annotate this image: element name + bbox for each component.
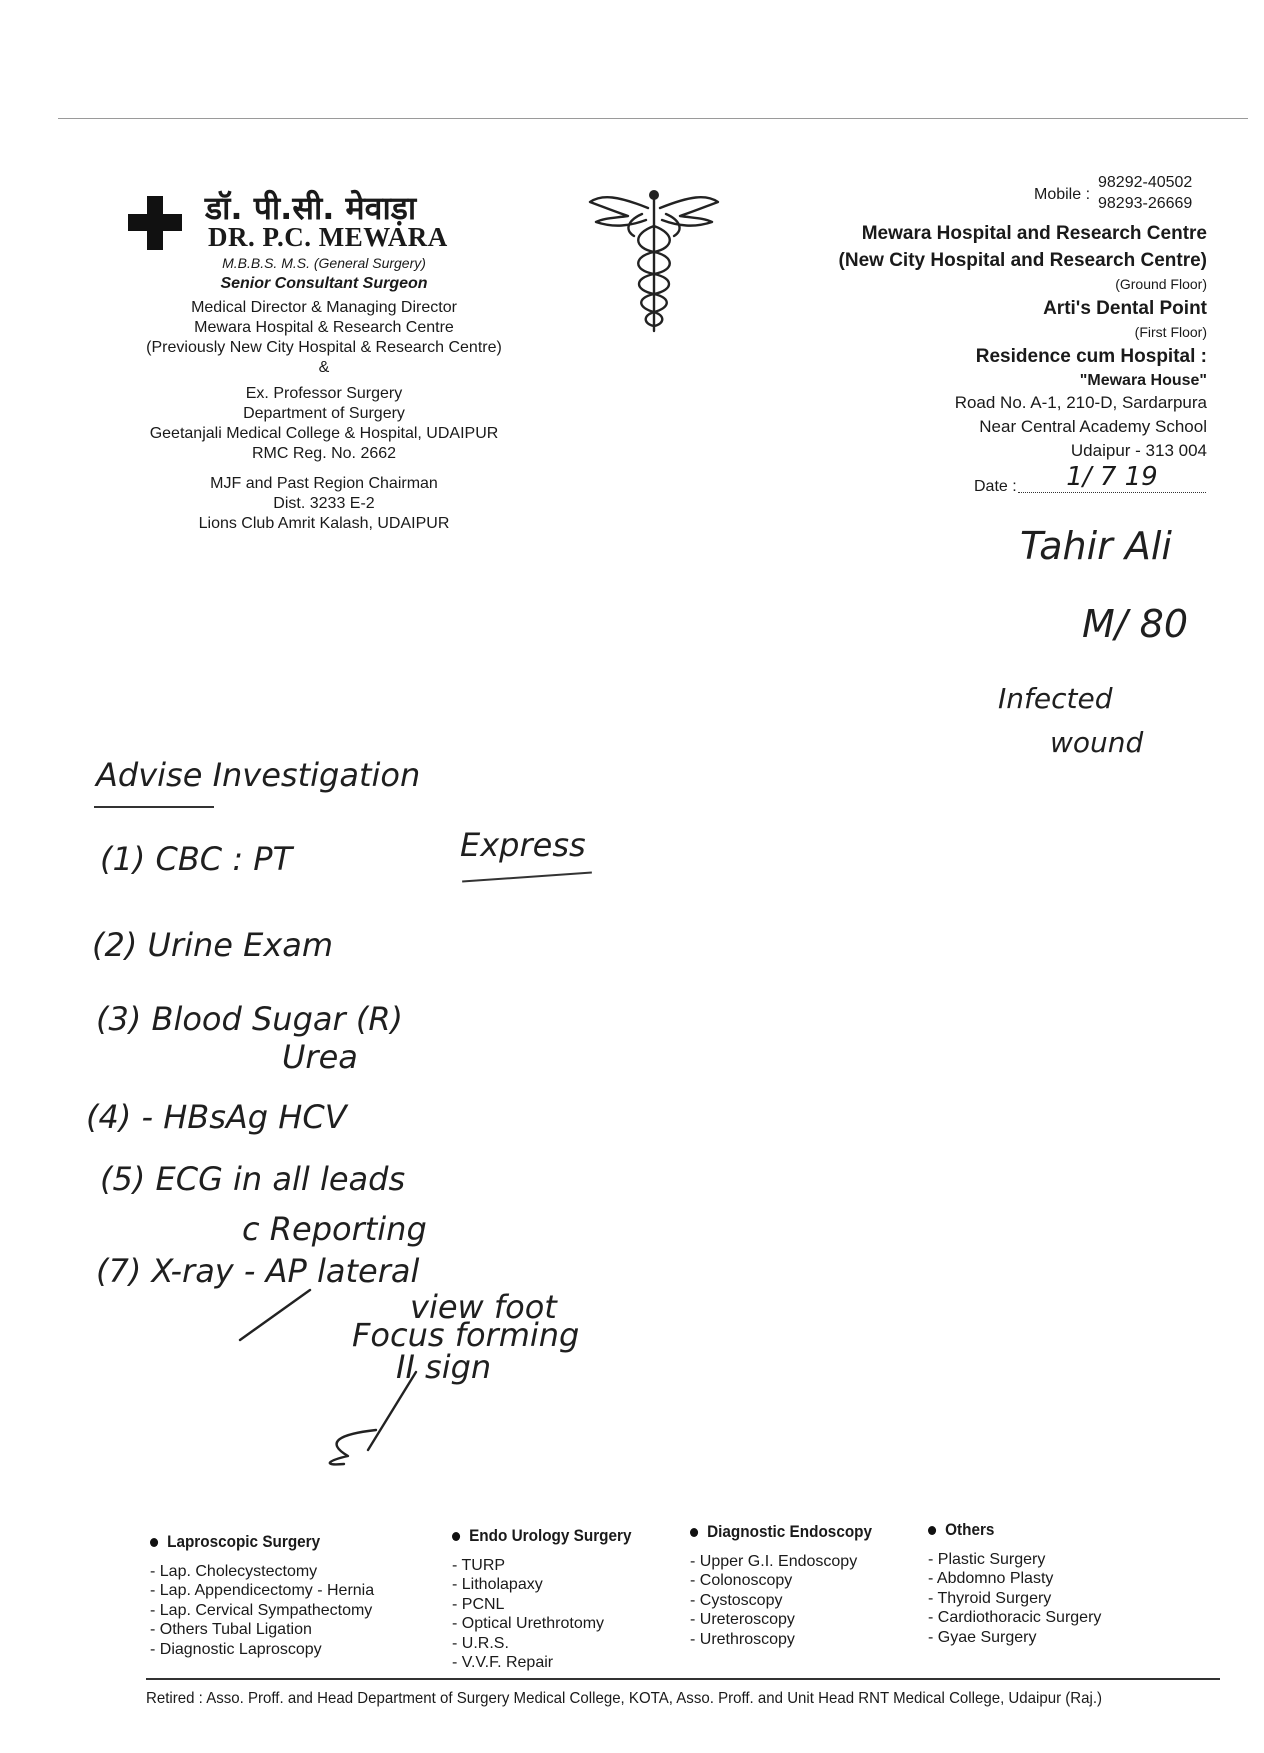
test-item: Focus forming [352, 1316, 580, 1354]
footer-item: - Litholapaxy [452, 1576, 543, 1593]
doctor-name: DR. P.C. MEWARA [208, 222, 448, 252]
footer-item: - TURP [452, 1556, 506, 1574]
footer-item: - V.V.F. Repair [452, 1654, 554, 1671]
footer-item: - U.R.S. [452, 1634, 509, 1652]
footer-item: - Abdomno Plasty [928, 1570, 1054, 1587]
bullet-icon [452, 1532, 460, 1541]
bullet-icon [690, 1528, 698, 1537]
director-line: Mewara Hospital & Research Centre [194, 319, 454, 336]
professor-line: RMC Reg. No. 2662 [251, 445, 397, 462]
lions-block [94, 474, 554, 534]
professor-line: Department of Surgery [243, 405, 405, 422]
footer-col-others [928, 1520, 1101, 1647]
patient-age-sex: M/ 80 [1082, 602, 1189, 646]
footer-item: - Plastic Surgery [928, 1550, 1046, 1568]
footer-item: - Optical Urethrotomy [452, 1615, 605, 1632]
professor-block [94, 384, 554, 464]
hospital-previous-name: (New City Hospital and Research Centre) [838, 250, 1207, 271]
ward-note: Infected [998, 682, 1113, 715]
address-line: Road No. A-1, 210-D, Sardarpura [954, 393, 1207, 412]
heading-underline [94, 806, 214, 808]
ward-note: wound [1050, 726, 1144, 759]
mobile-label: Mobile : [1034, 186, 1091, 203]
first-floor: (First Floor) [1134, 324, 1207, 340]
footer-col-diagnostic-endoscopy [690, 1522, 892, 1649]
footer-item: - Lap. Cholecystectomy [150, 1562, 318, 1580]
footer-item: - Others Tubal Ligation [150, 1621, 312, 1638]
footer-heading [690, 1522, 872, 1542]
footer-item: - Gyae Surgery [928, 1628, 1037, 1646]
test-item: II sign [396, 1348, 492, 1386]
footer-item: - Upper G.I. Endoscopy [690, 1552, 858, 1570]
professor-line: Ex. Professor Surgery [245, 385, 403, 402]
footer-heading-label: Endo Urology Surgery [469, 1526, 632, 1545]
professor-line: Geetanjali Medical College & Hospital, UDAIPUR [149, 425, 499, 442]
express-note: Express [460, 826, 586, 864]
address-line: Udaipur - 313 004 [1070, 441, 1207, 460]
footer-heading-label: Laproscopic Surgery [167, 1532, 321, 1551]
date-value: 1/ 7 19 [1018, 462, 1206, 493]
test-item: (7) X-ray - AP lateral [96, 1252, 420, 1290]
hospital-address-block [839, 220, 1207, 463]
mobile-numbers [1098, 172, 1192, 214]
residence-label: Residence cum Hospital : [975, 346, 1207, 367]
lions-line: Lions Club Amrit Kalash, UDAIPUR [198, 515, 450, 532]
test-item: c Reporting [242, 1210, 427, 1248]
director-block [94, 298, 554, 378]
residence-name: "Mewara House" [1079, 372, 1207, 389]
footer-item: - Diagnostic Laproscopy [150, 1640, 322, 1658]
retired-line: Retired : Asso. Proff. and Head Department of Surgery Medical College, KOTA, Asso. Proff. and Unit Head RNT Medical College, Udaipur (Raj.) [146, 1690, 1103, 1707]
dental-name: Arti's Dental Point [1043, 298, 1207, 319]
mobile-number: 98293-26669 [1098, 195, 1193, 212]
footer-item: - Colonoscopy [690, 1572, 793, 1589]
test-item: (4) - HBsAg HCV [86, 1098, 347, 1136]
ground-floor: (Ground Floor) [1115, 276, 1207, 292]
director-line: & [318, 359, 330, 376]
doctor-name-hindi: डॉ. पी.सी. मेवाड़ा [205, 189, 417, 227]
footer-item: - Thyroid Surgery [928, 1589, 1052, 1607]
director-line: Medical Director & Managing Director [191, 299, 457, 316]
doctor-title: Senior Consultant Surgeon [220, 275, 428, 292]
footer-item: - Cardiothoracic Surgery [928, 1609, 1102, 1626]
test-item: (2) Urine Exam [92, 926, 334, 964]
footer-item: - PCNL [452, 1595, 505, 1613]
test-item: (3) Blood Sugar (R) [96, 1000, 404, 1038]
director-line: (Previously New City Hospital & Research Centre) [146, 339, 502, 356]
test-item: Urea [282, 1038, 358, 1076]
lions-line: Dist. 3233 E-2 [273, 495, 375, 512]
footer-heading-label: Diagnostic Endoscopy [707, 1522, 873, 1541]
test-item: (1) CBC : PT [100, 840, 293, 878]
footer-item: - Cystoscopy [690, 1591, 783, 1609]
address-line: Near Central Academy School [979, 417, 1207, 436]
red-cross-icon [128, 196, 182, 250]
footer-item: - Ureteroscopy [690, 1611, 795, 1628]
lions-line: MJF and Past Region Chairman [210, 475, 438, 492]
footer-heading [452, 1526, 631, 1546]
hospital-name: Mewara Hospital and Research Centre [861, 223, 1207, 244]
test-item: (5) ECG in all leads [100, 1160, 406, 1198]
bullet-icon [150, 1538, 158, 1547]
mobile-number: 98292-40502 [1098, 174, 1193, 191]
footer-col-laparoscopic [150, 1532, 374, 1659]
caduceus-icon [588, 186, 720, 336]
footer-item: - Lap. Cervical Sympathectomy [150, 1601, 373, 1619]
footer-col-endo-urology [452, 1526, 651, 1673]
footer-rule [146, 1678, 1220, 1680]
footer-item: - Urethroscopy [690, 1630, 795, 1648]
qualifications: M.B.B.S. M.S. (General Surgery) [222, 255, 426, 271]
test-item: view foot [410, 1288, 557, 1326]
footer-heading [150, 1532, 352, 1552]
signature-mark [220, 1260, 480, 1480]
advise-heading: Advise Investigation [96, 756, 421, 794]
top-rule [58, 118, 1248, 119]
footer-heading-label: Others [945, 1520, 995, 1539]
bullet-icon [928, 1526, 936, 1535]
date-label: Date : [974, 478, 1017, 495]
express-underline [462, 871, 592, 882]
footer-heading [928, 1520, 1084, 1540]
patient-name: Tahir Ali [1020, 524, 1172, 568]
footer-item: - Lap. Appendicectomy - Hernia [150, 1582, 375, 1599]
